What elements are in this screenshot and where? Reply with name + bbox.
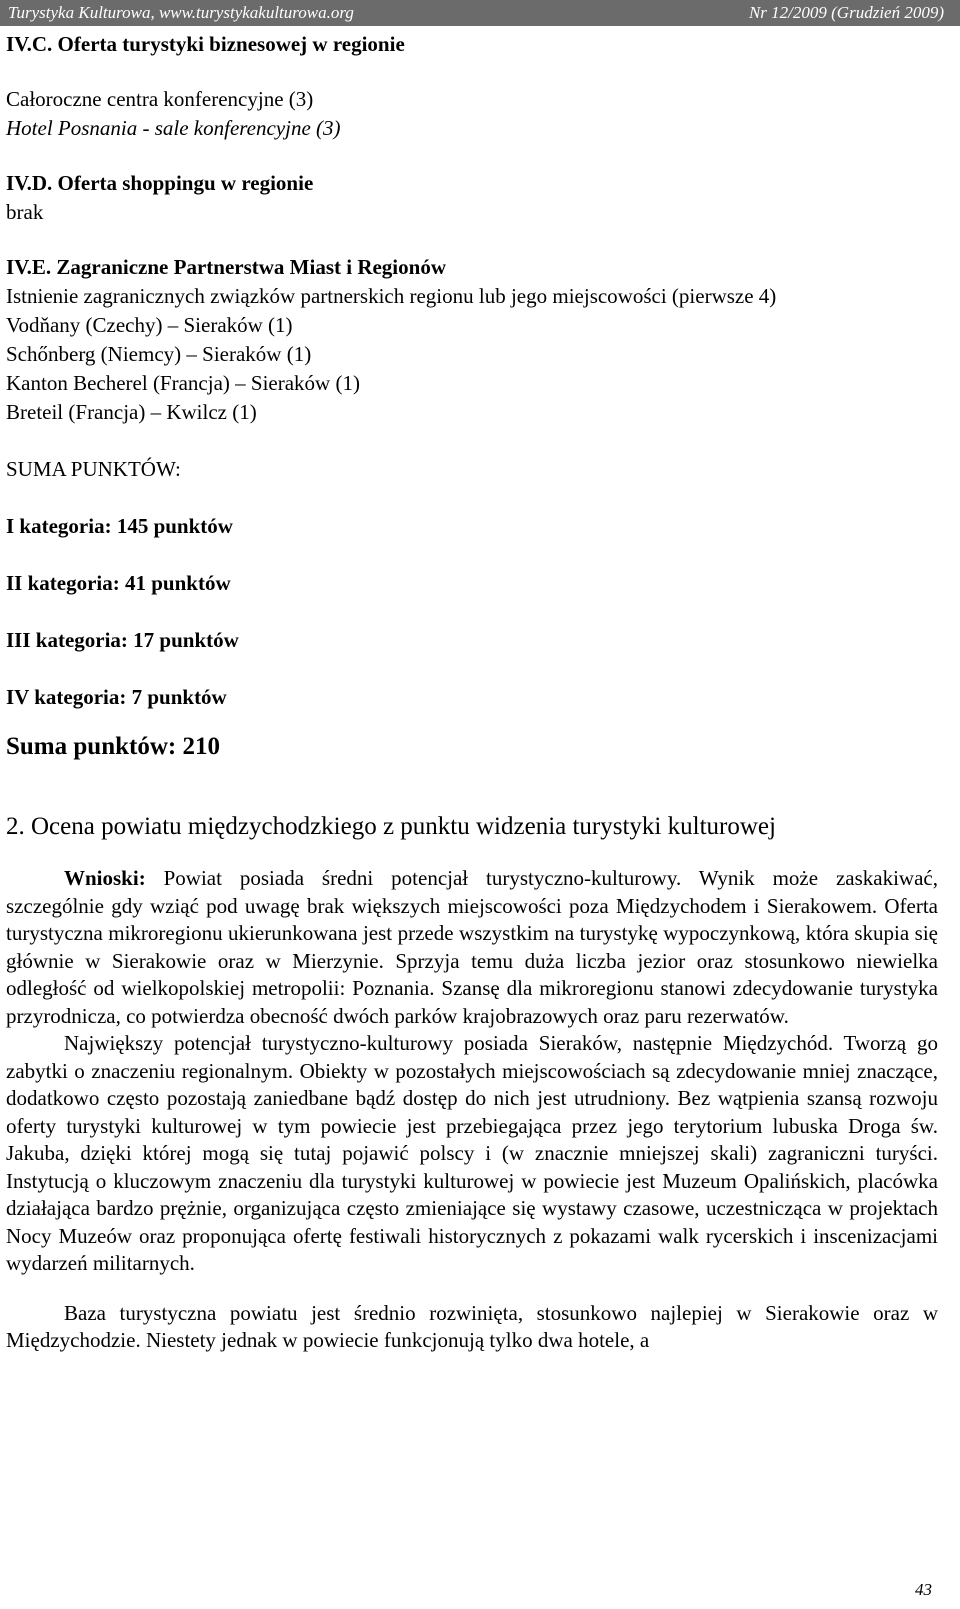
page-number: 43 <box>915 1580 932 1599</box>
conclusions-label: Wnioski: <box>64 866 146 890</box>
total-score: Suma punktów: 210 <box>6 733 220 760</box>
category-score: II kategoria: 41 punktów <box>6 571 231 595</box>
category-score: IV kategoria: 7 punktów <box>6 685 227 709</box>
section-2-title: 2. Ocena powiatu międzychodzkiego z punktu widzenia turystyki kulturowej <box>6 813 776 840</box>
list-item: Istnienie zagranicznych związków partnerskich regionu lub jego miejscowości (pierwsze 4) <box>6 284 777 308</box>
body-paragraph: Baza turystyczna powiatu jest średnio rozwinięta, stosunkowo najlepiej w Sierakowie oraz w Międzychodzie. Niestety jednak w powiecie funkcjonują tylko dwa hotele, a <box>6 1300 938 1352</box>
section-ive-title: IV.E. Zagraniczne Partnerstwa Miast i Regionów <box>6 255 446 279</box>
category-score: I kategoria: 145 punktów <box>6 514 233 538</box>
journal-title: Turystyka Kulturowa, www.turystykakulturowa.org <box>8 3 354 22</box>
list-item: Vodňany (Czechy) – Sieraków (1) <box>6 313 293 337</box>
list-item: Breteil (Francja) – Kwilcz (1) <box>6 400 257 424</box>
summary-heading: SUMA PUNKTÓW: <box>6 457 181 481</box>
list-item: Kanton Becherel (Francja) – Sieraków (1) <box>6 371 360 395</box>
conclusions-paragraph <box>6 865 938 1030</box>
section-ivd-title: IV.D. Oferta shoppingu w regionie <box>6 171 314 195</box>
category-score: III kategoria: 17 punktów <box>6 628 239 652</box>
issue-number: Nr 12/2009 (Grudzień 2009) <box>748 3 944 22</box>
page-content <box>6 30 938 1355</box>
page-header <box>0 0 960 26</box>
list-item: Całoroczne centra konferencyjne (3) <box>6 87 314 111</box>
section-ivc-title: IV.C. Oferta turystyki biznesowej w regionie <box>6 32 405 56</box>
list-item: Schőnberg (Niemcy) – Sieraków (1) <box>6 342 312 366</box>
conclusions-text: Powiat posiada średni potencjał turystyczno-kulturowy. Wynik może zaskakiwać, szczególnie gdy wziąć pod uwagę brak większych miejscowości poza Międzychodem i Sierakowem. Oferta turystyczna mikroregionu ukierunkowana jest przede wszystkim na turystykę wypoczynkową, która skupia się głównie w Sierakowie oraz w Mierzynie. Sprzyja temu duża liczba jezior oraz stosunkowo niewielka odległość od wielkopolskiej metropolii: Poznania. Szansę dla mikroregionu stanowi zdecydowanie turystyka przyrodnicza, co potwierdza obecność dwóch parków krajobrazowych oraz paru rezerwatów. <box>6 866 938 1028</box>
list-item: brak <box>6 200 44 224</box>
list-item: Hotel Posnania - sale konferencyjne (3) <box>6 116 341 140</box>
body-paragraph: Największy potencjał turystyczno-kulturowy posiada Sieraków, następnie Międzychód. Tworzą go zabytki o znaczeniu regionalnym. Obiekty w pozostałych miejscowościach są zdecydowanie mniej znaczące, dodatkowo często pozostają zaniedbane bądź dostęp do nich jest utrudniony. Bez wątpienia szansą rozwoju oferty turystyki kulturowej w tym powiecie jest przebiegająca przez jego terytorium lubuska Droga św. Jakuba, dzięki której mogą się tutaj pojawić polscy i (w znacznie mniejszej skali) zagraniczni turyści. Instytucją o kluczowym znaczeniu dla turystyki kulturowej w powiecie jest Muzeum Opalińskich, placówka działająca bardzo prężnie, organizująca często zmieniające się wystawy czasowe, uczestnicząca w projektach Nocy Muzeów oraz proponująca ofertę festiwali historycznych z pokazami walk rycerskich i inscenizacjami wydarzeń militarnych. <box>6 1031 938 1275</box>
